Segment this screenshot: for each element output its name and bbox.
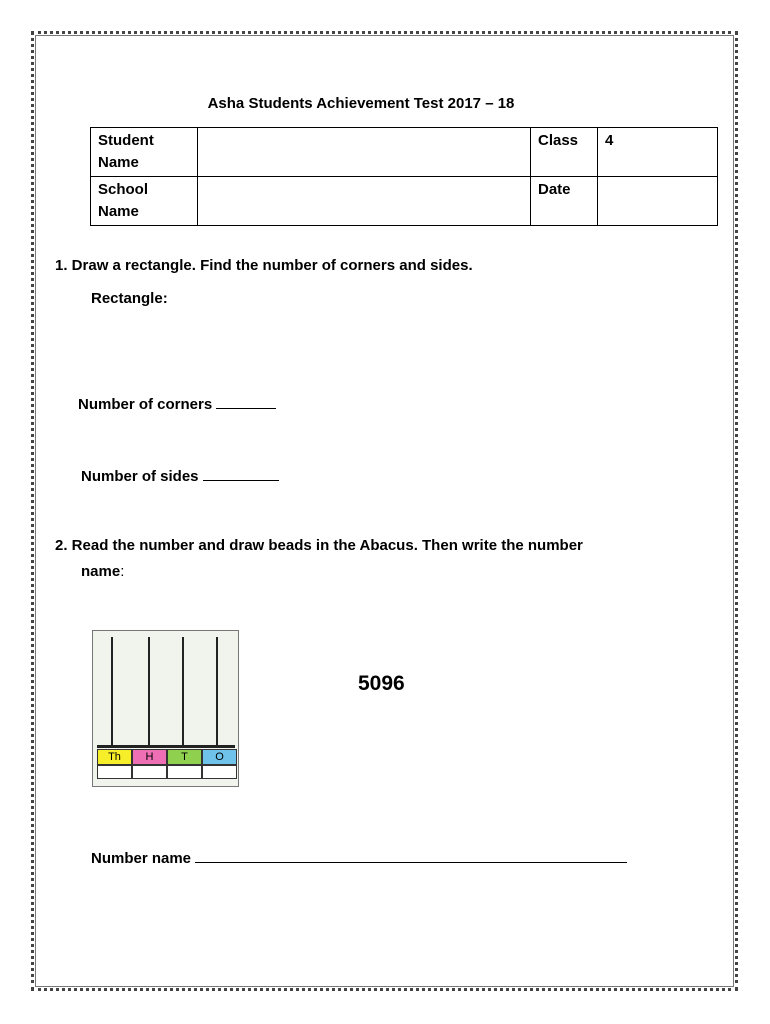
abacus-digit-boxes — [97, 765, 237, 779]
date-field[interactable] — [598, 177, 718, 226]
table-row — [91, 128, 718, 177]
date-label: Date — [531, 177, 598, 226]
question-2-line1: 2. Read the number and draw beads in the Abacus. Then write the number — [55, 537, 583, 554]
question-2-line2 — [81, 563, 124, 580]
number-name-label: Number name — [91, 850, 192, 867]
school-name-field[interactable] — [198, 177, 531, 226]
sides-line — [81, 466, 279, 485]
class-label: Class — [531, 128, 598, 177]
school-name-label: School Name — [91, 177, 198, 226]
number-name-answer-blank[interactable] — [195, 848, 627, 863]
corners-line — [78, 394, 276, 413]
digit-box-hundreds[interactable] — [132, 765, 167, 779]
table-row — [91, 177, 718, 226]
sides-answer-blank[interactable] — [203, 466, 279, 481]
digit-box-ones[interactable] — [202, 765, 237, 779]
abacus-base — [97, 745, 235, 748]
abacus-rod-tens[interactable] — [182, 637, 184, 745]
corners-label: Number of corners — [78, 396, 213, 413]
rectangle-label: Rectangle: — [91, 290, 168, 307]
place-label-ones: O — [202, 749, 237, 765]
digit-box-tens[interactable] — [167, 765, 202, 779]
abacus — [92, 630, 239, 787]
sides-label: Number of sides — [81, 468, 199, 485]
student-name-field[interactable] — [198, 128, 531, 177]
student-info-table — [90, 127, 718, 226]
abacus-place-labels — [97, 749, 237, 765]
abacus-rod-hundreds[interactable] — [148, 637, 150, 745]
abacus-rod-thousands[interactable] — [111, 637, 113, 745]
target-number: 5096 — [358, 672, 405, 695]
corners-answer-blank[interactable] — [216, 394, 276, 409]
question-2-colon: : — [120, 563, 125, 580]
place-label-thousands: Th — [97, 749, 132, 765]
class-value: 4 — [598, 128, 718, 177]
place-label-hundreds: H — [132, 749, 167, 765]
abacus-rod-ones[interactable] — [216, 637, 218, 745]
place-label-tens: T — [167, 749, 202, 765]
number-name-line — [91, 848, 627, 867]
student-name-label: Student Name — [91, 128, 198, 177]
digit-box-thousands[interactable] — [97, 765, 132, 779]
test-title: Asha Students Achievement Test 2017 – 18 — [207, 95, 515, 112]
question-2-word: name — [81, 563, 121, 580]
question-1: 1. Draw a rectangle. Find the number of corners and sides. — [55, 257, 473, 274]
